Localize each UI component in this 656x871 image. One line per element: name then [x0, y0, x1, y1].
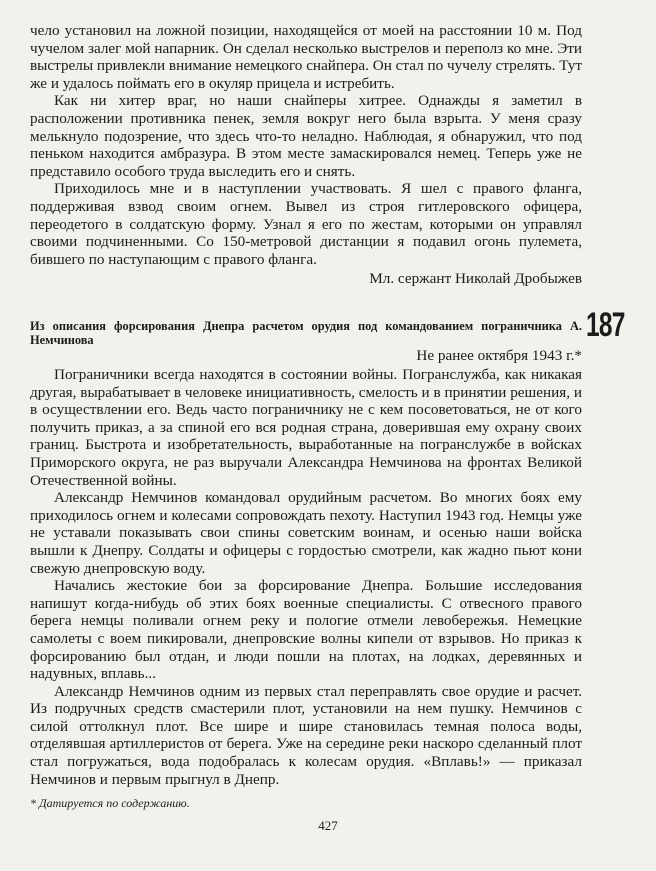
paragraph: Александр Немчинов одним из первых стал переправлять свое орудие и расчет. Из подручных средств смастерили плот, установили на нем пушку. Немчинов с силой оттолкнул плот. Все шире и шире становилась темная полоса воды, отделявшая артиллеристов от берега. Уже на середине реки наскоро сделанный плот стал погружаться, вода подобралась к колесам орудия. «Вплавь!» — приказал Немчинов и первым прыгнул в Днепр.: [30, 682, 582, 788]
document-date: Не ранее октября 1943 г.*: [416, 347, 582, 364]
previous-document-section: [30, 22, 582, 288]
page-number: 427: [318, 818, 338, 833]
paragraph: Пограничники всегда находятся в состоянии войны. Погранслужба, как никакая другая, вырабатывает в человеке инициативность, смелость и в принятии решения, и в осуществлении его. Ведь часто пограничнику не с кем посоветоваться, не от кого получить приказ, а за спиной его вся родная страна, доверившая ему охрану своих границ. Быстрота и изобретательность, выработанные на погранслужбе в войсках Приморского округа, не раз выручали Александра Немчинова на фронтах Великой Отечественной войны.: [30, 366, 582, 489]
paragraph: Начались жестокие бои за форсирование Днепра. Большие исследования напишут когда-нибудь об этих боях военные специалисты. С отвесного правого берега немцы поливали огнем реку и пологие отмели левобережья. Немецкие самолеты с воем пикировали, днепровские волны кипели от взрывов. Но приказ к форсированию был отдан, и люди пошли на плотах, на лодках, деревянных и надувных, вплавь...: [30, 577, 582, 683]
document-number: 187: [586, 306, 625, 344]
signature: Мл. сержант Николай Дробыжев: [369, 270, 582, 288]
paragraph: Александр Немчинов командовал орудийным расчетом. Во многих боях ему приходилось огнем и колесами сопровождать пехоту. Наступил 1943 год. Немцы уже не уставали показывать свои спины советским воинам, и осенью наши войска вышли к Днепру. Солдаты и офицеры с гордостью смотрели, как жадно пьют кони свежую днепровскую воду.: [30, 489, 582, 577]
document-187-section: [30, 320, 582, 788]
paragraph: Приходилось мне и в наступлении участвовать. Я шел с правого фланга, поддерживая взвод своим огнем. Вывел из строя гитлеровского офицера, переодетого в солдатскую форму. Узнал я его по жестам, которыми он управлял своими подчиненными. Со 150-метровой дистанции я подавил огонь пулемета, бившего по наступающим с правого фланга.: [30, 180, 582, 268]
document-heading: Из описания форсирования Днепра расчетом орудия под командованием пограничника А. Немчинова: [30, 319, 582, 347]
footnote: * Датируется по содержанию.: [30, 796, 190, 810]
paragraph: чело установил на ложной позиции, находящейся от моей на расстоянии 10 м. Под чучелом залег мой напарник. Он сделал несколько выстрелов и переполз ко мне. Эти выстрелы привлекли внимание немецкого снайпера. Он стал по чучелу стрелять. Тут же и удалось поймать его в окуляр прицела и истребить.: [30, 22, 582, 92]
paragraph: Как ни хитер враг, но наши снайперы хитрее. Однажды я заметил в расположении противника пенек, земля вокруг него была взрыта. У меня сразу мелькнуло подозрение, что здесь что-то неладно. Наблюдая, я обнаружил, что под пеньком находится амбразура. В этом месте замаскировался немец. Теперь уже не представило особого труда выследить его и снять.: [30, 92, 582, 180]
